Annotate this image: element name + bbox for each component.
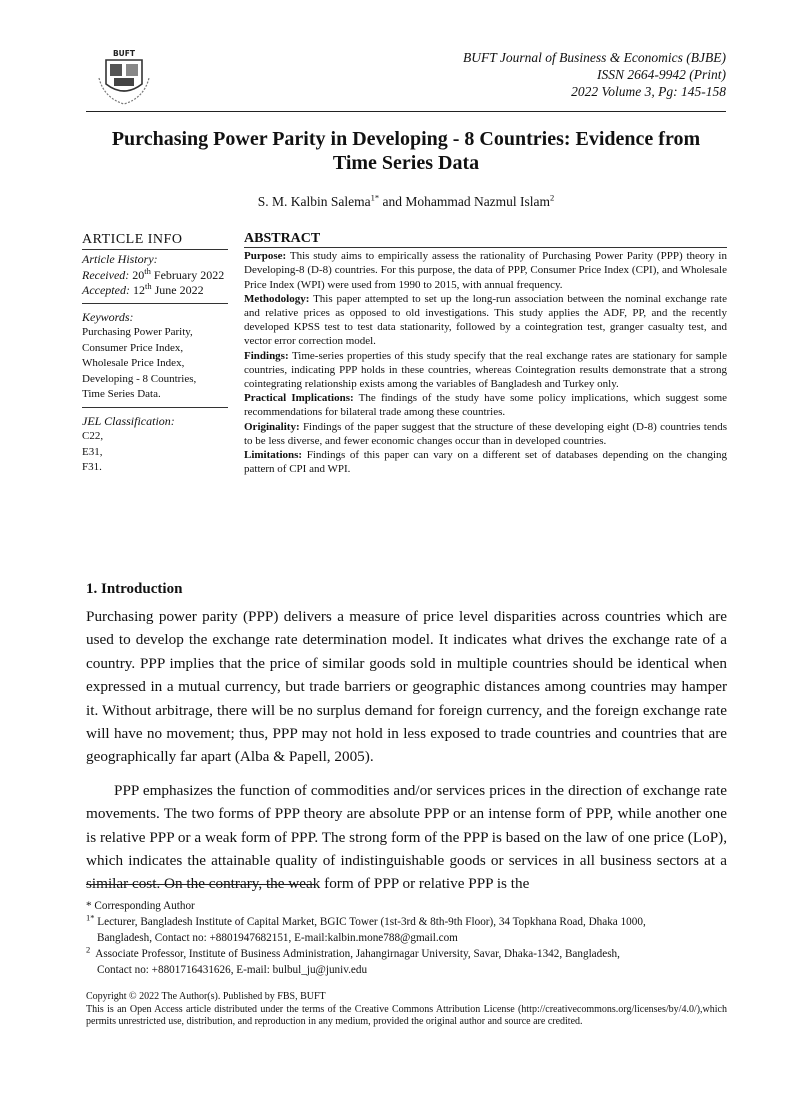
history-label: Article History: bbox=[82, 252, 158, 266]
title-line-2: Time Series Data bbox=[332, 152, 480, 174]
jel-section bbox=[82, 408, 228, 480]
buft-logo bbox=[96, 48, 152, 108]
journal-name: BUFT Journal of Business & Economics (BJBE) bbox=[463, 50, 726, 65]
abstract-purpose: Purpose: This study aims to empirically assess the rationality of Purchasing Power Parity (PPP) theory in Developing-8 (D-8) countries. For this purpose, the data of PPP, Consumer Price Index (CPI), and Wholesale Price Index (WPI) were used from 1990 to 2015, with annual frequency. bbox=[244, 250, 727, 291]
abstract bbox=[244, 232, 727, 476]
footnote-2: $^2$ Associate Professor, Institute of Business Administration, Jahangirnagar University, Savar, Dhaka-1342, Bangladesh, Contact no: +8801716431626, E-mail: bulbul_ju@juniv.edu bbox=[86, 944, 620, 976]
corresponding-author-note: * Corresponding Author bbox=[86, 900, 195, 912]
abstract-findings: Findings: Time-series properties of this study specify that the real exchange rates are stationary for sample countries, indicating PPP holds in these countries, whereas Cointegration results demonstrate that a strong cointegrating relationship exists among the variables of Bangladesh and Turkey only. bbox=[244, 349, 727, 391]
jel-code: C22, bbox=[82, 430, 104, 442]
article-info bbox=[82, 232, 228, 480]
abstract-heading: ABSTRACT bbox=[244, 232, 727, 248]
intro-body bbox=[86, 605, 727, 906]
keyword: Consumer Price Index, bbox=[82, 341, 184, 354]
intro-paragraph-2: PPP emphasizes the function of commodities and/or services prices in the direction of exchange rate movements. The two forms of PPP theory are absolute PPP or an intense form of PPP, while another one is relative PPP or a weak form of PPP. The strong form of the PPP is based on the law of one price (LoP), which indicates the attainable quality of indistinguishable goods or services in all business sectors at a similar cost. On the contrary, the weak form of PPP or relative PPP is the bbox=[86, 781, 727, 893]
abstract-limitations: Limitations: Findings of this paper can vary on a different set of databases depending on the changing pattern of CPI and WPI. bbox=[244, 449, 727, 476]
keyword: Purchasing Power Parity, bbox=[82, 326, 193, 338]
jel-code: F31. bbox=[82, 461, 102, 473]
author-2-mark: 2 bbox=[550, 192, 555, 203]
footnote-1: $^{1*}$ Lecturer, Bangladesh Institute of Capital Market, BGIC Tower (1st-3rd & 8th-9th Floor), 34 Topkhana Road, Dhaka 1000, Bangladesh, Contact no: +8801947682151, E-mail:kalbin.mone788@gmail.com bbox=[86, 912, 646, 944]
keywords-label: Keywords: bbox=[82, 309, 134, 324]
author-1: S. M. Kalbin Salema bbox=[257, 194, 371, 209]
jel-label: JEL Classification: bbox=[82, 413, 175, 428]
title-line-1: Purchasing Power Parity in Developing - 8 Countries: Evidence from bbox=[111, 128, 701, 150]
keywords-section bbox=[82, 304, 228, 408]
keyword: Time Series Data. bbox=[82, 388, 161, 400]
footnotes bbox=[86, 898, 727, 978]
author-1-mark: 1* bbox=[370, 192, 380, 203]
authors bbox=[86, 194, 726, 210]
received-date: Received: 20th February 2022 bbox=[82, 265, 225, 282]
keyword: Developing - 8 Countries, bbox=[82, 372, 197, 385]
journal-volume: 2022 Volume 3, Pg: 145-158 bbox=[571, 84, 726, 99]
logo-text: BUFT bbox=[112, 49, 136, 58]
abstract-methodology: Methodology: This paper attempted to set up the long-run association between the nominal exchange rate and relative prices as opposed to old investigations. This study applies the ADF, PP, and the recently developed KPSS test to test data stationarity, followed by a cointegration test, granger casualty test, and vector error correction model. bbox=[244, 292, 727, 348]
license-text: This is an Open Access article distributed under the terms of the Creative Commons Attribution License (http://creativecommons.org/licenses/by/4.0/),which permits unrestricted use, distribution, and reproduction in any medium, provided the original author and source are credited. bbox=[86, 1003, 727, 1027]
copyright-notice bbox=[86, 991, 727, 1029]
header-rule bbox=[86, 111, 726, 112]
copyright-line: Copyright © 2022 The Author(s). Published by FBS, BUFT bbox=[86, 991, 326, 1002]
author-joiner: and bbox=[379, 194, 406, 209]
article-history bbox=[82, 250, 228, 304]
abstract-originality: Originality: Findings of the paper suggest that the structure of these developing eight (D-8) countries tends to be less diverse, and fewer economic changes occur than in developed countries. bbox=[244, 420, 727, 447]
paper-title bbox=[86, 127, 726, 175]
jel-code: E31, bbox=[82, 445, 103, 458]
keyword: Wholesale Price Index, bbox=[82, 357, 185, 369]
intro-paragraph-1: Purchasing power parity (PPP) delivers a measure of price level disparities across countries which are used to develop the exchange rate determination model. It indicates what drives the exchange rate of a country. PPP implies that the price of similar goods sold in multiple countries should be identical when expressed in a mutual currency, but trade barriers or geographic distances among countries may hamper it. Without arbitrage, there will be no surplus demand for foreign currency, and the foreign exchange rate will have no movement; thus, PPP may not hold in less exposed to trade countries and countries that are geographically far apart (Alba & Papell, 2005). bbox=[86, 608, 727, 766]
journal-issn: ISSN 2664-9942 (Print) bbox=[597, 67, 726, 82]
intro-heading: 1. Introduction bbox=[86, 581, 183, 597]
footnote-rule bbox=[86, 884, 314, 885]
accepted-date: Accepted: 12th June 2022 bbox=[82, 281, 204, 297]
abstract-practical: Practical Implications: The findings of the study have some policy implications, which suggest some recommendations for bilateral trade among these countries. bbox=[244, 392, 728, 419]
article-info-heading: ARTICLE INFO bbox=[82, 232, 228, 250]
author-2: Mohammad Nazmul Islam bbox=[405, 194, 551, 209]
